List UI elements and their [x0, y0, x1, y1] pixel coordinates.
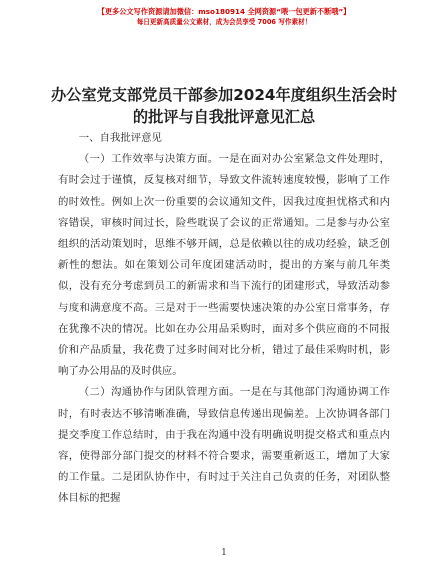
- promo-banner: [0, 6, 448, 28]
- banner-line-1: 【更多公文写作资源请加微信：mso180914 全网资源“喂一包更新不断哦”】: [97, 7, 351, 16]
- paragraph: （一）工作效率与决策方面。一是在面对办公室紧急文件处理时，有时会过于谨慎，反复核对细节，导致文件流转速度较慢，影响了工作的时效性。例如上次一份重要的会议通知文件，因我过度担忧格式和内容错误，审核时间过长，险些耽误了会议的正常通知。二是参与办公室组织的活动策划时，思维不够开阔，总是依赖以往的成功经验，缺乏创新性的想法。如在策划公司年度团建活动时，提出的方案与前几年类似，没有充分考虑到员工的新需求和当下流行的团建形式，导致活动参与度和满意度不高。三是对于一些需要快速决策的办公室日常事务，存在犹豫不决的情况。比如在办公用品采购时，面对多个供应商的不同报价和产品质量，我花费了过多时间对比分析，错过了最佳采购时机，影响了办公用品的及时供应。: [58, 153, 390, 378]
- paragraph: （二）沟通协作与团队管理方面。一是在与其他部门沟通协调工作时，有时表达不够清晰准确，导致信息传递出现偏差。上次协调各部门提交季度工作总结时，由于我在沟通中没有明确说明提交格式和重点内容，使得部分部门提交的材料不符合要求，需要重新返工，增加了大家的工作量。二是团队协作中，有时过于关注自己负责的任务，对团队整体目标的把握: [58, 386, 390, 505]
- page-number: 1: [221, 548, 227, 558]
- document-body: [58, 128, 390, 510]
- document-title: 办公室党支部党员干部参加2024年度组织生活会时的批评与自我批评意见汇总: [50, 86, 398, 126]
- section-heading: 一、自我批评意见: [78, 132, 162, 144]
- banner-line-2: 每日更新高质量公文素材，成为会员享受 7006 写作素材！: [136, 18, 312, 26]
